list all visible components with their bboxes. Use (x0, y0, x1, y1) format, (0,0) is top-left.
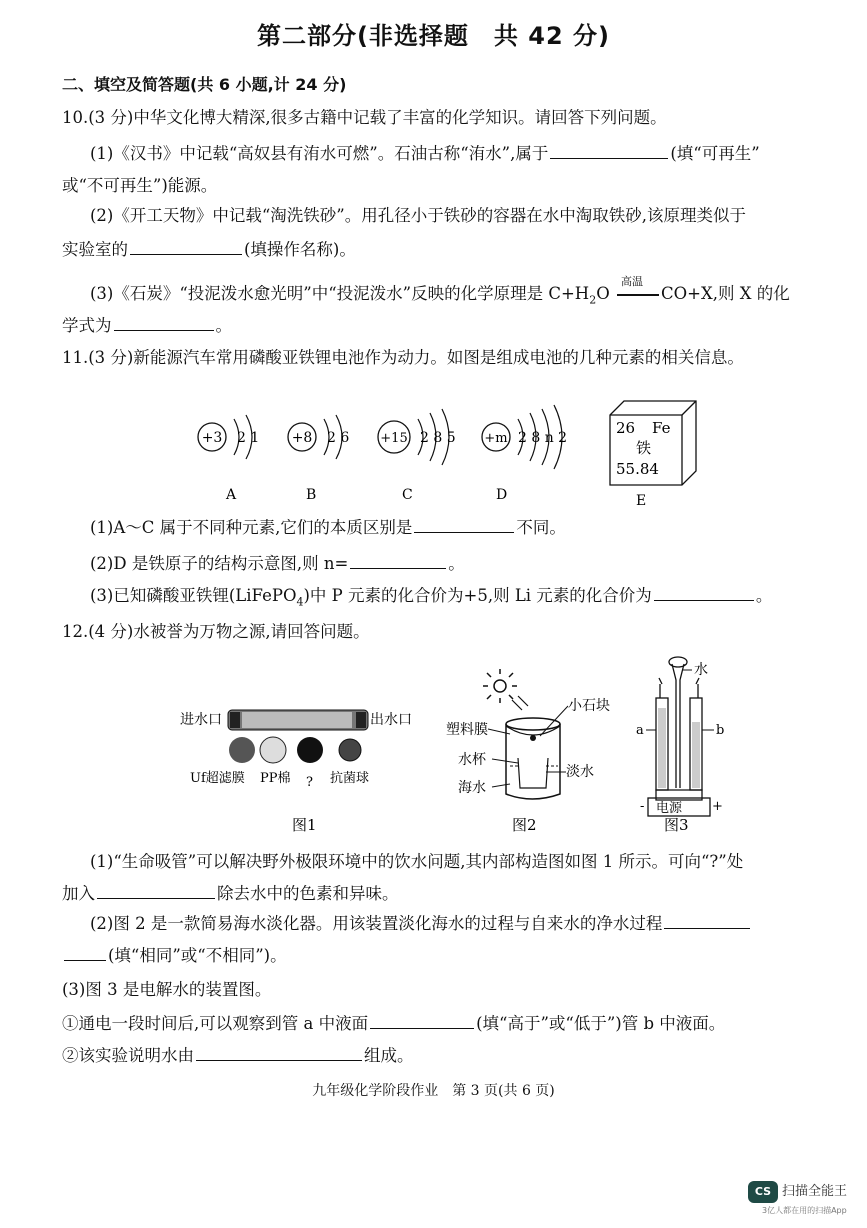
part-label: ? (306, 775, 313, 790)
figure-label: D (496, 487, 508, 503)
q11-part2 (90, 554, 465, 574)
q11-part3-text-b: )中 P 元素的化合价为+5,则 Li 元素的化合价为 (303, 586, 652, 605)
q12-stem: 12.(4 分)水被誉为万物之源,请回答问题。 (62, 622, 370, 641)
figure-2 (446, 669, 610, 834)
q12-part1-tail: 除去水中的色素和异味。 (217, 884, 399, 903)
atom-c (378, 409, 456, 503)
uf-membrane-icon (229, 737, 255, 763)
q10-part3-text-b: CO+X,则 X 的化 (660, 284, 790, 303)
atom-d (482, 405, 567, 503)
camscanner-logo-icon: CS (748, 1181, 778, 1203)
atom-structure-figure (180, 395, 700, 510)
q12-part3-2-text: ②该实验说明水由 (62, 1046, 194, 1065)
nucleus-charge: +8 (291, 430, 313, 446)
cup-label: 水杯 (458, 752, 486, 768)
q10-part2-hint: (填操作名称)。 (244, 240, 356, 259)
q10-part1-hint: (填“可再生” (670, 144, 760, 163)
scanner-tagline: 3亿人都在用的扫描App (762, 1205, 847, 1215)
double-line (617, 294, 659, 296)
q12-part2-text: (2)图 2 是一款简易海水淡化器。用该装置淡化海水的过程与自来水的净水过程 (90, 914, 663, 933)
q12-part2-hint: (填“相同”或“不相同”)。 (108, 946, 287, 965)
part-label: PP棉 (260, 771, 291, 786)
nucleus-charge: +3 (201, 430, 223, 446)
seawater-label: 海水 (458, 780, 486, 796)
figure-caption: 图1 (292, 816, 317, 834)
inlet-label: 进水口 (180, 712, 222, 728)
q12-part3-1 (62, 1014, 725, 1034)
electron-shells: 2 1 (237, 430, 260, 446)
atomic-number: 26 (616, 419, 636, 437)
answer-blank[interactable] (550, 144, 668, 159)
figure-label: E (636, 493, 647, 509)
electron-shells: 2 8 5 (420, 430, 456, 446)
period: 。 (448, 554, 465, 573)
q11-part3 (90, 586, 772, 612)
part-label: 抗菌球 (330, 771, 370, 786)
q12-part2 (90, 914, 752, 934)
q10-part3 (90, 275, 790, 310)
film-label: 塑料膜 (446, 722, 488, 738)
nucleus-charge: +m (484, 431, 508, 446)
part-label: Uf超滤膜 (190, 771, 245, 786)
q12-part3: (3)图 3 是电解水的装置图。 (62, 980, 272, 999)
element-symbol: Fe (652, 419, 671, 437)
outlet-label: 出水口 (370, 712, 412, 728)
q10-part3-text-c: 学式为 (62, 316, 112, 335)
scanner-app-name: 扫描全能王 (782, 1184, 848, 1199)
answer-blank[interactable] (654, 586, 754, 601)
q11-part3-text: (3)已知磷酸亚铁锂(LiFePO (90, 586, 297, 605)
water-label: 水 (694, 662, 708, 678)
answer-blank[interactable] (114, 316, 214, 331)
pp-cotton-icon (260, 737, 286, 763)
element-card (610, 401, 696, 509)
antibacterial-ball-icon (339, 739, 361, 761)
unknown-filler-icon (297, 737, 323, 763)
answer-blank[interactable] (370, 1014, 474, 1029)
electron-shells: 2 8 n 2 (518, 430, 568, 446)
q10-part1 (90, 144, 760, 164)
q11-part1-tail: 不同。 (516, 518, 566, 537)
figure-1 (180, 710, 412, 834)
tube-a-label: a (636, 723, 644, 738)
minus-label: - (640, 799, 645, 814)
q12-part3-1-text: ①通电一段时间后,可以观察到管 a 中液面 (62, 1014, 369, 1033)
atom-a (198, 415, 259, 503)
electron-shells: 2 6 (327, 430, 350, 446)
q10-stem: 10.(3 分)中华文化博大精深,很多古籍中记载了丰富的化学知识。请回答下列问题。 (62, 108, 667, 127)
answer-blank[interactable] (350, 554, 446, 569)
answer-blank[interactable] (664, 914, 750, 929)
answer-blank[interactable] (414, 518, 514, 533)
nucleus-charge: +15 (380, 431, 408, 446)
subscript: 2 (589, 293, 597, 307)
q12-part3-1-hint: (填“高于”或“低于”)管 b 中液面。 (476, 1014, 726, 1033)
figure-3 (636, 657, 724, 834)
section-heading: 二、填空及简答题(共 6 小题,计 24 分) (62, 75, 347, 94)
q11-part2-text: (2)D 是铁原子的结构示意图,则 n= (90, 554, 349, 573)
water-figures (170, 648, 730, 840)
sun-icon (483, 669, 517, 703)
page-footer: 九年级化学阶段作业 第 3 页(共 6 页) (312, 1083, 555, 1099)
period: 。 (755, 586, 773, 605)
scanner-watermark (748, 1180, 847, 1216)
q10-part1-text: (1)《汉书》中记载“高奴县有洧水可燃”。石油古称“洧水”,属于 (90, 144, 549, 163)
element-name: 铁 (636, 439, 652, 457)
fresh-water-label: 淡水 (566, 764, 594, 780)
reaction-arrow (615, 275, 661, 304)
plus-label: + (712, 799, 723, 814)
stone-label: 小石块 (568, 698, 610, 714)
figure-caption: 图3 (664, 816, 689, 834)
atom-b (288, 415, 349, 503)
figure-caption: 图2 (512, 816, 537, 834)
answer-blank[interactable] (130, 240, 242, 255)
q10-part2: (2)《开工天物》中记载“淘洗铁砂”。用孔径小于铁砂的容器在水中淘取铁砂,该原理类似于 (90, 206, 746, 225)
tube-b-label: b (716, 723, 725, 738)
answer-blank[interactable] (64, 946, 106, 961)
atomic-mass: 55.84 (616, 460, 659, 478)
q12-part2-cont (62, 946, 287, 966)
q10-part2-cont (62, 240, 356, 260)
period: 。 (215, 316, 232, 335)
q10-part1-cont: 或“不可再生”)能源。 (62, 176, 218, 195)
q12-part3-2-tail: 组成。 (364, 1046, 414, 1065)
figure-label: B (306, 487, 317, 503)
oxygen-symbol: O (596, 284, 610, 303)
subscript: 4 (296, 595, 304, 609)
q10-part2-text: 实验室的 (62, 240, 128, 259)
figure-label: A (226, 487, 237, 503)
figure-label: C (402, 487, 413, 503)
q12-part3-2 (62, 1046, 414, 1066)
q10-part3-cont (62, 316, 232, 336)
q12-part1: (1)“生命吸管”可以解决野外极限环境中的饮水问题,其内部构造图如图 1 所示。可向“?”处 (90, 852, 744, 871)
q11-part1-text: (1)A～C 属于不同种元素,它们的本质区别是 (90, 518, 413, 537)
reaction-condition: 高温 (620, 275, 643, 288)
answer-blank[interactable] (97, 884, 215, 899)
q11-part1 (90, 518, 566, 538)
page-title: 第二部分(非选择题 共 42 分) (256, 22, 611, 50)
q12-part1-text: 加入 (62, 884, 95, 903)
q10-part3-text: (3)《石炭》“投泥泼水愈光明”中“投泥泼水”反映的化学原理是 C+H (90, 284, 590, 303)
q11-stem: 11.(3 分)新能源汽车常用磷酸亚铁锂电池作为动力。如图是组成电池的几种元素的相关信息。 (62, 348, 744, 367)
q12-part1-cont (62, 884, 399, 904)
power-label: 电源 (656, 801, 683, 816)
answer-blank[interactable] (196, 1046, 362, 1061)
